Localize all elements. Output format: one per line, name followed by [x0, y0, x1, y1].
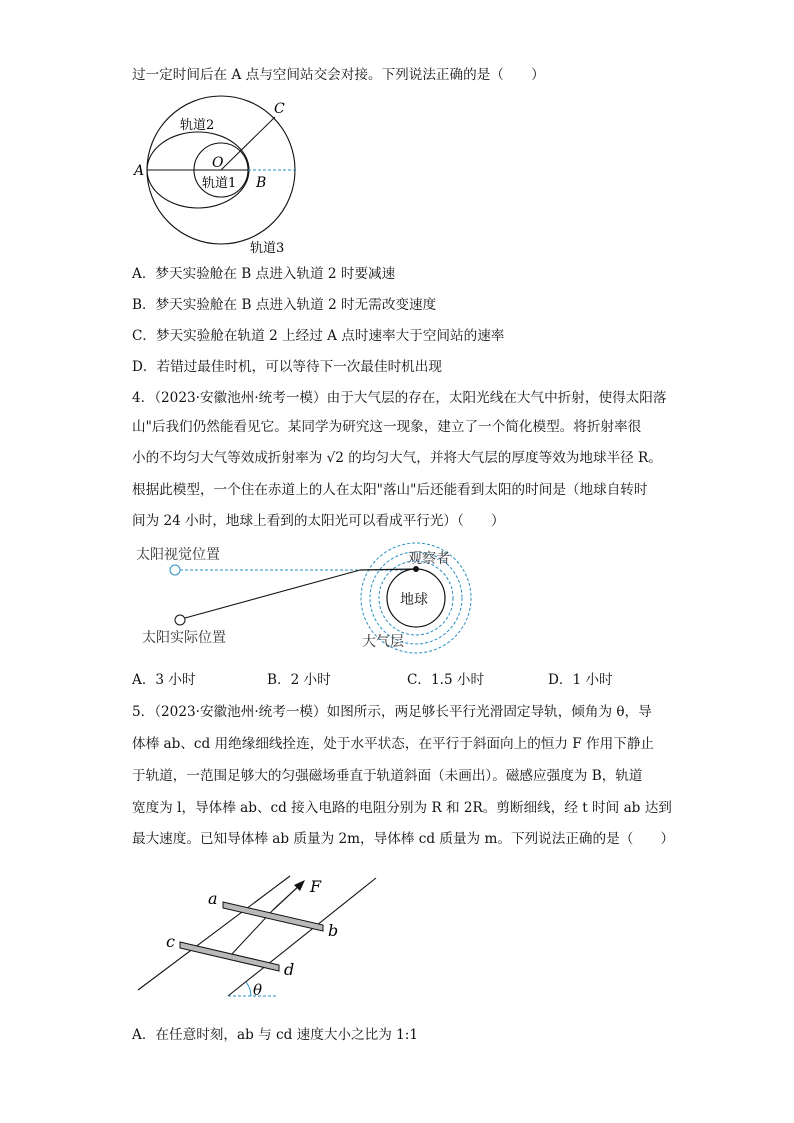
label-sun-visual: 太阳视觉位置 — [136, 547, 220, 563]
force-arrow — [273, 884, 301, 910]
q5-stem-line: 于轨道，一范围足够大的匀强磁场垂直于轨道斜面（未画出）。磁感应强度为 B，轨道 — [132, 768, 643, 784]
q4-option-b: B．2 小时 — [267, 672, 331, 688]
label-orbit2: 轨道2 — [180, 118, 215, 133]
q4-stem-line: 间为 24 小时，地球上看到的太阳光可以看成平行光）（ ） — [132, 513, 505, 529]
q4-option-c: C．1.5 小时 — [407, 672, 485, 688]
label-sun-actual: 太阳实际位置 — [142, 630, 226, 646]
label-C: C — [274, 101, 285, 117]
q4-option-d: D．1 小时 — [548, 672, 613, 688]
angle-arc — [246, 982, 251, 996]
q5-option-a: A．在任意时刻，ab 与 cd 速度大小之比为 1:1 — [132, 1027, 419, 1043]
atmosphere-diagram — [130, 540, 490, 665]
actual-ray-line — [185, 570, 360, 618]
label-B: B — [256, 175, 267, 191]
rail-right — [228, 878, 376, 996]
label-observer: 观察者 — [408, 551, 450, 567]
sun-visual-dot — [170, 565, 180, 575]
q3-option-c: C．梦天实验舱在轨道 2 上经过 A 点时速率大于空间站的速率 — [132, 328, 505, 344]
label-theta: θ — [253, 981, 263, 999]
q4-stem-line: 根据此模型，一个住在赤道上的人在太阳"落山"后还能看到太阳的时间是（地球自转时 — [132, 482, 648, 498]
label-F: F — [310, 877, 322, 896]
q4-stem-line: 山"后我们仍然能看见它。某同学为研究这一现象，建立了一个简化模型。将折射率很 — [132, 419, 642, 435]
q5-stem-line: 宽度为 l，导体棒 ab、cd 接入电路的电阻分别为 R 和 2R。剪断细线，经 t 时间 ab 达到 — [132, 800, 672, 816]
q3-stem-tail: 过一定时间后在 A 点与空间站交会对接。下列说法正确的是（ ） — [132, 67, 545, 83]
q4-option-a: A．3 小时 — [132, 672, 196, 688]
rod-ab — [223, 902, 323, 931]
rod-cd — [180, 942, 279, 971]
label-d: d — [284, 960, 295, 979]
label-earth: 地球 — [400, 592, 428, 608]
label-c: c — [166, 932, 175, 951]
label-O: O — [212, 155, 224, 171]
q3-option-b: B．梦天实验舱在 B 点进入轨道 2 时无需改变速度 — [132, 297, 437, 313]
sun-actual-dot — [175, 615, 185, 625]
q5-stem-line: 最大速度。已知导体棒 ab 质量为 2m，导体棒 cd 质量为 m。下列说法正确的是（ ） — [132, 831, 675, 847]
label-orbit1: 轨道1 — [202, 176, 237, 191]
rails-diagram — [130, 868, 390, 1018]
q4-stem-line: 4．（2023·安徽池州·统考一模）由于大气层的存在，太阳光线在大气中折射，使得太阳落 — [132, 390, 667, 406]
q3-option-a: A．梦天实验舱在 B 点进入轨道 2 时要减速 — [132, 266, 396, 282]
label-a: a — [208, 889, 218, 908]
label-orbit3: 轨道3 — [250, 241, 285, 255]
q4-stem-line: 小的不均匀大气等效成折射率为 √2 的均匀大气，并将大气层的厚度等效为地球半径 R。 — [132, 450, 662, 466]
label-b: b — [328, 921, 339, 940]
label-atmosphere: 大气层 — [362, 634, 404, 650]
orbit-diagram — [128, 95, 318, 255]
q5-stem-line: 5．（2023·安徽池州·统考一模）如图所示，两足够长平行光滑固定导轨，倾角为 θ，导 — [132, 704, 652, 720]
q5-stem-line: 体棒 ab、cd 用绝缘细线拴连，处于水平状态，在平行于斜面向上的恒力 F 作用下静止 — [132, 736, 655, 752]
q3-option-d: D．若错过最佳时机，可以等待下一次最佳时机出现 — [132, 359, 442, 375]
label-A: A — [134, 163, 145, 179]
